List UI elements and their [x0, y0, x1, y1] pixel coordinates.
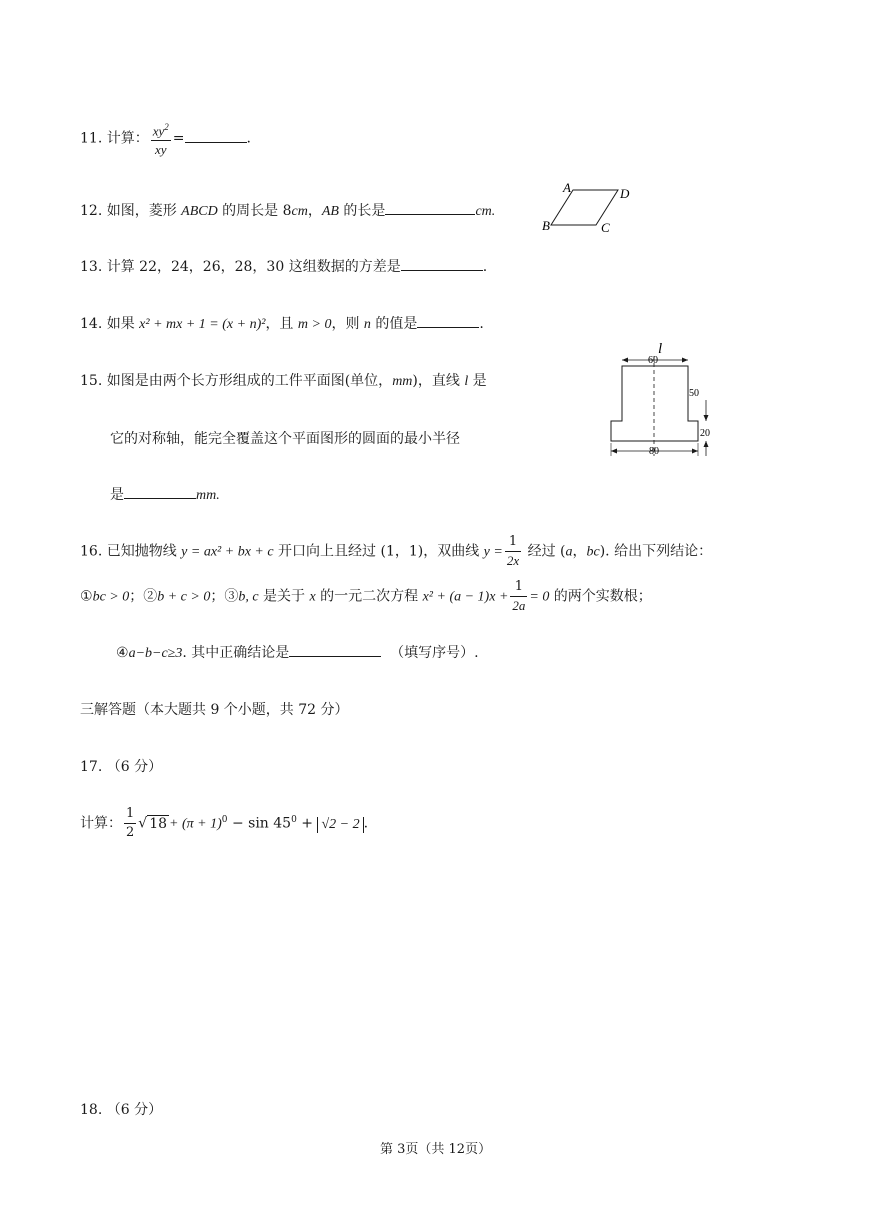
dim-top-width: 60	[648, 355, 658, 366]
question-12: 12. 如图，菱形 ABCD 的周长是 8cm，AB 的长是 cm.	[80, 200, 495, 220]
axis-label: l	[658, 341, 663, 357]
rhombus-figure	[538, 180, 648, 236]
dim-right-height: 50	[689, 388, 699, 399]
vertex-c: C	[601, 220, 610, 235]
question-15-line3: 是 mm.	[110, 484, 220, 504]
dim-bottom-width: 80	[649, 446, 659, 457]
question-16-line3: ④a−b−c≥3. 其中正确结论是 （填写序号）.	[116, 642, 479, 662]
sqrt: √ 18	[138, 815, 168, 832]
fraction: $\frac{1}{2a}$	[512, 579, 526, 613]
fraction: $\frac{xy^2}{xy}$	[151, 118, 171, 159]
vertex-b: B	[542, 218, 550, 233]
question-15-line2: 它的对称轴，能完全覆盖这个平面图形的圆面的最小半径	[110, 431, 460, 447]
answer-blank	[124, 484, 196, 499]
answer-blank	[289, 642, 381, 657]
vertex-d: D	[620, 186, 630, 201]
fraction: $\frac{1}{2x}$	[506, 534, 520, 568]
question-13: 13. 计算 22，24，26，28，30 这组数据的方差是 .	[80, 256, 487, 276]
question-15-line1: 15. 如图是由两个长方形组成的工件平面图(单位，mm)，直线 l 是	[80, 373, 487, 389]
section-heading: 三解答题（本大题共 9 个小题，共 72 分）	[80, 702, 349, 718]
question-16-line2: ①bc > 0；②b + c > 0；③b, c 是关于 x 的一元二次方程 x² + (a − 1)x + $\frac{1}{2a}$ = 0 的两个实数根；	[80, 579, 652, 613]
page-footer: 第 3页（共 12页）	[380, 1142, 492, 1157]
question-16-line1: 16. 已知抛物线 y = ax² + bx + c 开口向上且经过 (1，1)，双曲线 y = $\frac{1}{2x}$ 经过 (a，bc). 给出下列结论：	[80, 534, 713, 568]
question-number: 15.	[80, 373, 103, 389]
absolute-value: √2 − 2	[317, 817, 363, 833]
workpiece-figure	[600, 338, 720, 463]
question-number: 11.	[80, 130, 103, 147]
answer-blank	[401, 256, 483, 271]
question-number: 14.	[80, 316, 103, 332]
question-11: 11. 计算： $\frac{xy^2}{xy}$ = .	[80, 118, 251, 159]
question-number: 13.	[80, 259, 103, 275]
answer-blank	[417, 313, 479, 328]
fraction: $\frac{1}{2}$	[126, 806, 135, 840]
question-number: 12.	[80, 203, 103, 219]
dim-bottom-height: 20	[700, 428, 710, 439]
answer-blank	[385, 200, 475, 215]
question-17-header: 17. （6 分）	[80, 759, 163, 775]
question-number: 16.	[80, 543, 103, 560]
vertex-a: A	[563, 180, 571, 195]
question-14: 14. 如果 x² + mx + 1 = (x + n)²，且 m > 0，则 n 的值是 .	[80, 313, 484, 333]
question-18-header: 18. （6 分）	[80, 1102, 163, 1118]
question-17-expression: 计算： $\frac{1}{2}$ √ $18 + (\pi + 1)^0 - \sin 45^0 + √2 - 2$ .	[80, 806, 369, 840]
answer-blank	[185, 128, 247, 143]
